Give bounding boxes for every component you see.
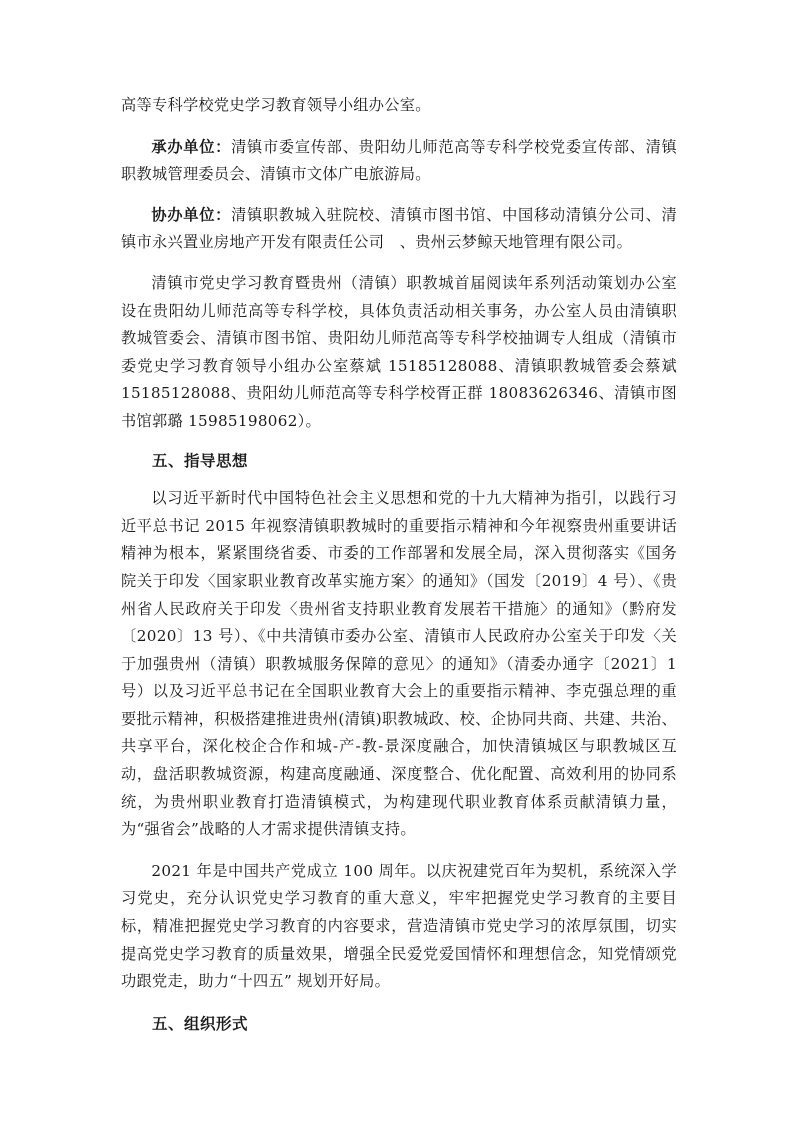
guiding-paragraph: 以习近平新时代中国特色社会主义思想和党的十九大精神为指引，以践行习近平总书记 2015 年视察清镇职教城时的重要指示精神和今年视察贵州重要讲话精神为根本，紧紧围绕省委、市委的工作部署和发展全局，深入贯彻落实《国务院关于印发〈国家职业教育改革实施方案〉的通知》（国发〔2019〕4 号）、《贵州省人民政府关于印发〈贵州省支持职业教育发展若干措施〉的通知》（黔府发〔2020〕13 号）、《中共清镇市委办公室、清镇市人民政府办公室关于印发〈关于加强贵州（清镇）职教城服务保障的意见〉的通知》（清委办通字〔2021〕1 号）以及习近平总书记在全国职业教育大会上的重要指示精神、李克强总理的重要批示精神，积极搭建推进贵州(清镇)职教城政、校、企协同共商、共建、共治、共享平台，深化校企合作和城-产-教-景深度融合，加快清镇城区与职教城区互动，盘活职教城资源，构建高度融通、深度整合、优化配置、高效利用的协同系统，为贵州职业教育打造清镇模式，为构建现代职业教育体系贡献清镇力量，为“强省会”战略的人才需求提供清镇支持。 (121, 489, 677, 839)
anniversary-paragraph: 2021 年是中国共产党成立 100 周年。以庆祝建党百年为契机，系统深入学习党史，充分认识党史学习教育的重大意义，牢牢把握党史学习教育的主要目标，精准把握党史学习教育的内容要求，营造清镇市党史学习的浓厚氛围，切实提高党史学习教育的质量效果，增强全民爱党爱国情怀和理想信念，知党情颂党功跟党走，助力“十四五” 规划开好局。 (121, 861, 677, 991)
office-paragraph: 清镇市党史学习教育暨贵州（清镇）职教城首届阅读年系列活动策划办公室设在贵阳幼儿师范高等专科学校，具体负责活动相关事务，办公室人员由清镇职教城管委会、清镇市图书馆、贵阳幼儿师范高等专科学校抽调专人组成（清镇市委党史学习教育领导小组办公室蔡斌 15185128088、清镇职教城管委会蔡斌 15185128088、贵阳幼儿师范高等专科学校胥正群 18083626346、清镇市图书馆郭璐 15985198062）。 (121, 273, 677, 430)
section-heading-format: 五、组织形式 (152, 1014, 249, 1033)
co-organizer-text: 清镇职教城入驻院校、清镇市图书馆、中国移动清镇分公司、清镇市永兴置业房地产开发有限责任公司 、贵州云梦鲸天地管理有限公司。 (121, 205, 678, 252)
organizer-paragraph (121, 134, 677, 189)
document-page (121, 92, 677, 1038)
co-organizer-label: 协办单位： (151, 205, 232, 224)
continuation-line: 高等专科学校党史学习教育领导小组办公室。 (121, 96, 431, 114)
section-heading-guiding: 五、指导思想 (152, 451, 249, 470)
organizer-text: 清镇市委宣传部、贵阳幼儿师范高等专科学校党委宣传部、清镇职教城管理委员会、清镇市文体广电旅游局。 (121, 137, 678, 184)
organizer-label: 承办单位： (151, 137, 232, 156)
co-organizer-paragraph (121, 202, 677, 257)
